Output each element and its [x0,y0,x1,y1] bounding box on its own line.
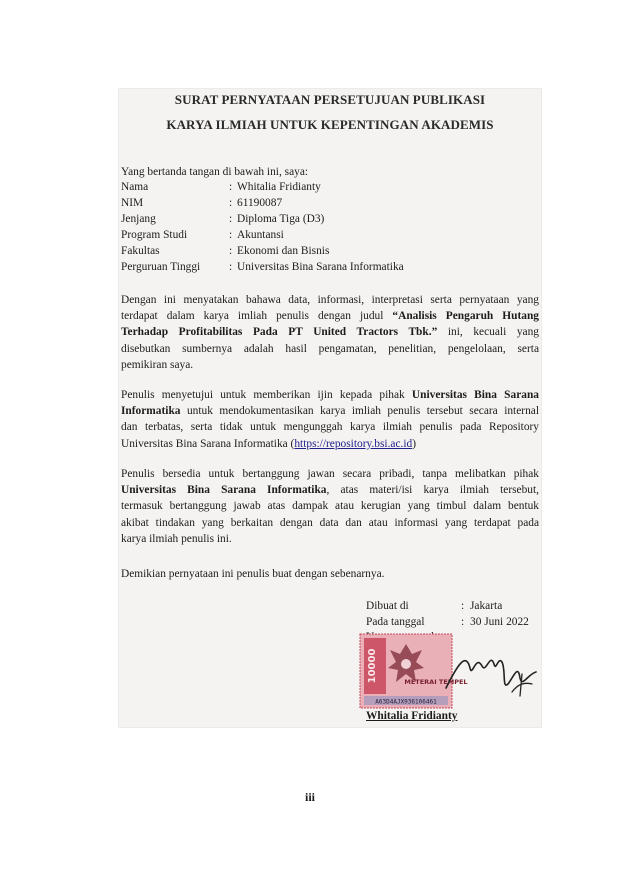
signer-name: Whitalia Fridianty [366,710,458,722]
text-run: ini, kecuali yang [437,326,539,339]
date-value: 30 Juni 2022 [470,616,529,628]
paragraph-line: disebutkan sumbernya adalah hasil pengamatan, penelitian, pengelolaan, serta [121,342,539,355]
identity-value: 61190087 [237,197,283,209]
stamp-label: METERAI TEMPEL [404,678,468,686]
place-label: Dibuat di [366,600,409,612]
identity-label: Nama [121,181,149,193]
thesis-title-part: “Analisis Pengaruh Hutang [392,310,539,323]
identity-separator: : [229,245,233,257]
paragraph-line: pemikiran saya. [121,358,194,371]
identity-separator: : [229,229,233,241]
paragraph-3 [121,466,539,547]
intro-text: Yang bertanda tangan di bawah ini, saya: [121,166,309,178]
stamp-amount: 10000 [367,648,378,684]
text-run: , atas materi/isi karya ilmiah tersebut, [326,484,540,497]
date-separator: : [461,616,465,628]
paragraph-line [121,436,539,452]
identity-label: Perguruan Tinggi [121,261,201,273]
identity-separator: : [229,197,233,209]
identity-value: Diploma Tiga (D3) [237,213,325,225]
paragraph-line: Penulis bersedia untuk bertanggung jawan secara pribadi, tanpa melibatkan pihak [121,468,539,480]
thesis-title-part: Terhadap Profitabilitas Pada PT United Tractors Tbk.” [121,326,438,339]
text-run: Penulis menyetujui untuk memberikan ijin kepada pihak [121,389,412,401]
identity-value: Akuntansi [237,229,284,241]
paragraph-line: dan terbatas, serta tidak untuk mengunggah karya ilmiah penulis pada Repository [121,421,539,434]
identity-value: Ekonomi dan Bisnis [237,245,330,257]
identity-label: Program Studi [121,229,188,241]
paragraph-line: karya ilmiah penulis ini. [121,532,232,545]
identity-value: Whitalia Fridianty [237,181,321,193]
date-label: Pada tanggal [366,616,425,628]
text-run: untuk mendokumentasikan karya imliah penulis tersebut secara internal [180,405,539,418]
university-name: Universitas Bina Sarana [411,389,539,401]
place-value: Jakarta [470,600,503,612]
text-run: terdapat dalam karya imliah penulis dengan judul [121,310,393,323]
closing-statement: Demikian pernyataan ini penulis buat dengan sebenarnya. [121,568,385,580]
university-name: Universitas Bina Sarana Informatika [121,484,327,497]
identity-label: NIM [121,197,144,209]
text-run: ) [412,437,417,450]
paragraph-line [121,482,539,498]
paragraph-line [121,387,539,403]
identity-separator: : [229,261,233,273]
repository-link[interactable]: https://repository.bsi.ac.id [294,437,413,450]
signature-date-row [366,616,529,628]
university-name: Informatika [121,405,181,418]
identity-label: Fakultas [121,245,160,257]
paragraph-1 [121,292,539,373]
text-run: Universitas Bina Sarana Informatika ( [121,437,295,450]
identity-separator: : [229,181,233,193]
paragraph-line [121,308,539,324]
paragraph-line [121,403,539,419]
document-title-line-1: SURAT PERNYATAAN PERSETUJUAN PUBLIKASI [174,92,486,107]
place-separator: : [461,600,465,612]
page-number: iii [304,790,315,804]
scanned-document [118,88,542,728]
document-title-line-2: KARYA ILMIAH UNTUK KEPENTINGAN AKADEMIS [166,117,494,132]
paragraph-line: akibat tindakan yang berkaitan dengan data dan atau informasi yang terdapat pada [121,516,539,529]
handwritten-signature [436,644,544,708]
signature-place-row [366,600,503,612]
stamp-serial-code: A63D4AJX936106461 [375,698,437,706]
paragraph-line [121,324,539,340]
paragraph-2 [121,387,539,452]
identity-value: Universitas Bina Sarana Informatika [237,261,404,273]
paragraph-line: termasuk bertanggung jawab atas dampak atau kerugian yang timbul dalam bentuk [121,500,539,513]
identity-label: Jenjang [121,213,156,225]
paragraph-line: Dengan ini menyatakan bahawa data, informasi, interpretasi serta pernyataan yang [121,294,539,306]
identity-separator: : [229,213,233,225]
